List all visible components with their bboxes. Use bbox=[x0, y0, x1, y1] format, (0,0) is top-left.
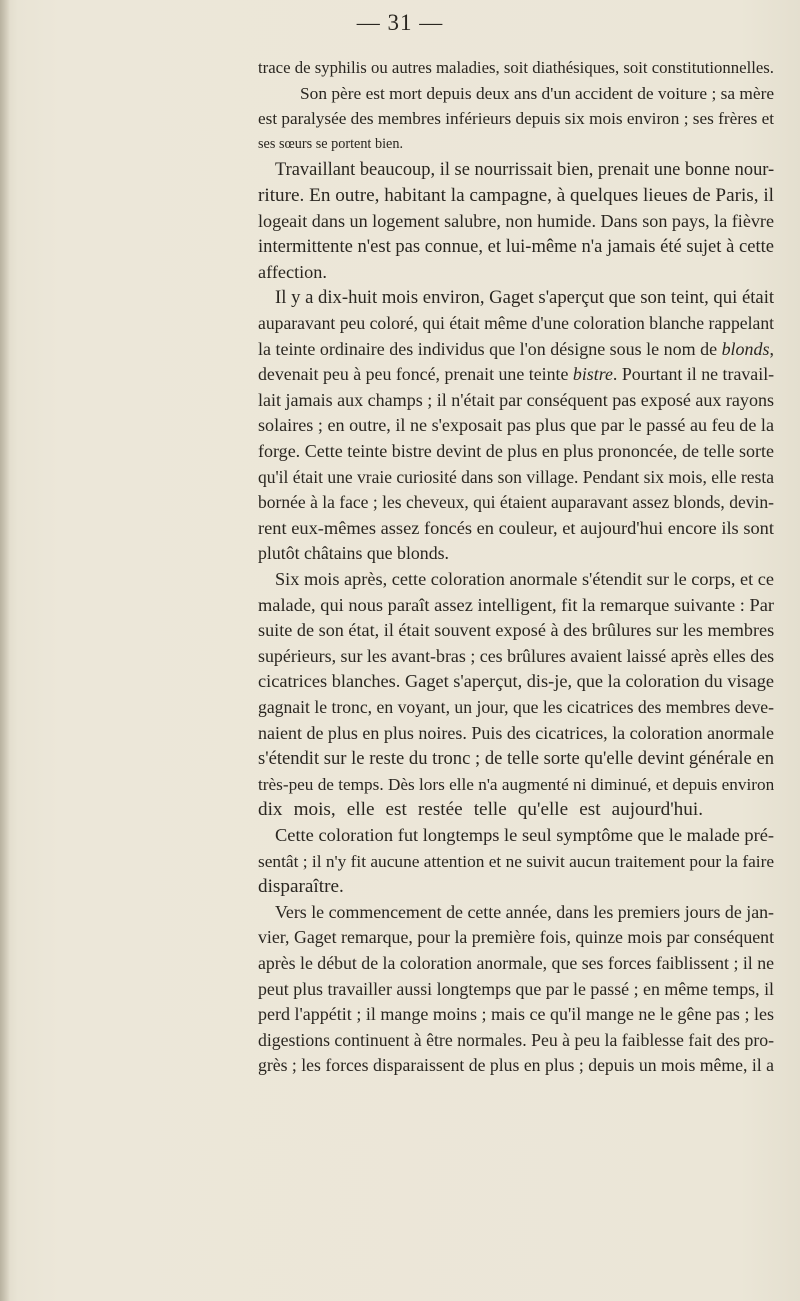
text-line bbox=[275, 823, 774, 848]
text-segment: vier, Gaget remarque, pour la première fois, quinze mois par conséquent bbox=[258, 927, 775, 948]
text-segment: devenait peu à peu foncé, prenait une teinte bbox=[258, 364, 573, 385]
text-line bbox=[258, 925, 774, 950]
text-segment: disparaître. bbox=[258, 876, 344, 898]
text-line bbox=[258, 772, 774, 797]
text-segment: affection. bbox=[258, 261, 327, 282]
text-segment: naient de plus en plus noires. Puis des cicatrices, la coloration anormale bbox=[258, 722, 774, 743]
text-segment: très-peu de temps. Dès lors elle n'a augmenté ni diminué, et depuis environ bbox=[258, 774, 775, 794]
text-line bbox=[258, 669, 774, 694]
text-segment: trace de syphilis ou autres maladies, soit diathésiques, soit constitutionnelles. bbox=[258, 58, 774, 77]
text-segment: dix mois, elle est restée telle qu'elle est aujourd'hui. bbox=[258, 799, 703, 821]
text-line bbox=[258, 490, 774, 515]
text-segment: sentât ; il n'y fit aucune attention et ne suivit aucun traitement pour la faire bbox=[258, 851, 775, 871]
text-segment: digestions continuent à être normales. Peu à peu la faiblesse fait des pro- bbox=[258, 1029, 775, 1050]
text-line bbox=[258, 439, 774, 464]
text-segment: gagnait le tronc, en voyant, un jour, que les cicatrices des membres deve- bbox=[258, 697, 774, 717]
text-segment: perd l'appétit ; il mange moins ; mais ce qu'il mange ne le gêne pas ; les bbox=[258, 1004, 774, 1025]
text-segment: s'étendit sur le reste du tronc ; de telle sorte qu'elle devint générale en bbox=[258, 748, 774, 770]
text-line bbox=[258, 260, 327, 285]
text-line bbox=[258, 465, 774, 490]
text-line bbox=[258, 721, 774, 746]
text-line bbox=[258, 695, 774, 720]
text-segment: après le début de la coloration anormale, que ses forces faiblissent ; il ne bbox=[258, 953, 774, 973]
text-line bbox=[258, 874, 344, 899]
text-segment: Six mois après, cette coloration anormale s'étendit sur le corps, et ce bbox=[275, 569, 774, 589]
text-segment: rent eux-mêmes assez foncés en couleur, et aujourd'hui encore ils sont bbox=[258, 517, 774, 538]
text-segment: riture. En outre, habitant la campagne, à quelques lieues de Paris, il bbox=[258, 185, 774, 206]
page-binding-shadow bbox=[0, 0, 10, 1301]
text-line bbox=[275, 567, 774, 592]
text-segment: auparavant peu coloré, qui était même d'une coloration blanche rappelant bbox=[258, 313, 775, 333]
text-line bbox=[258, 1028, 774, 1053]
text-line bbox=[275, 285, 774, 310]
text-line bbox=[258, 1053, 774, 1078]
text-line bbox=[258, 797, 703, 822]
text-segment: intermittente n'est pas connue, et lui-même n'a jamais été sujet à cette bbox=[258, 236, 774, 258]
text-segment: , bbox=[769, 338, 774, 359]
text-segment: lait jamais aux champs ; il n'était par conséquent pas exposé aux rayons bbox=[258, 389, 774, 410]
text-line bbox=[258, 55, 774, 80]
italic-word: blonds bbox=[721, 338, 770, 359]
text-line bbox=[258, 106, 774, 131]
text-segment: Son père est mort depuis deux ans d'un accident de voiture ; sa mère bbox=[300, 83, 775, 103]
text-segment: plutôt châtains que blonds. bbox=[258, 543, 449, 564]
text-segment: malade, qui nous paraît assez intelligent, fit la remarque suivante : Par bbox=[258, 594, 774, 615]
text-segment: solaires ; en outre, il ne s'exposait pas plus que par le passé au feu de la bbox=[258, 415, 774, 436]
text-line bbox=[275, 900, 774, 925]
text-segment: Travaillant beaucoup, il se nourrissait bien, prenait une bonne nour- bbox=[275, 159, 775, 180]
text-segment: supérieurs, sur les avant-bras ; ces brûlures avaient laissé après elles des bbox=[258, 645, 775, 666]
text-line bbox=[258, 183, 774, 208]
text-line bbox=[275, 157, 774, 182]
text-segment: Vers le commencement de cette année, dans les premiers jours de jan- bbox=[275, 901, 774, 922]
page-number: — 31 — bbox=[356, 10, 444, 35]
text-segment: Il y a dix-huit mois environ, Gaget s'aperçut que son teint, qui était bbox=[275, 287, 775, 309]
text-segment: bornée à la face ; les cheveux, qui étaient auparavant assez blonds, devin- bbox=[258, 492, 774, 513]
text-segment: Cette coloration fut longtemps le seul symptôme que le malade pré- bbox=[275, 825, 774, 845]
text-segment: grès ; les forces disparaissent de plus en plus ; depuis un mois même, il a bbox=[258, 1055, 774, 1076]
text-segment: logeait dans un logement salubre, non humide. Dans son pays, la fièvre bbox=[258, 210, 774, 231]
text-line bbox=[258, 541, 449, 566]
text-line bbox=[258, 746, 774, 771]
text-segment: forge. Cette teinte bistre devint de plus en plus prononcée, de telle sorte bbox=[258, 441, 774, 461]
text-line bbox=[258, 362, 774, 387]
text-line bbox=[258, 849, 774, 874]
text-segment: est paralysée des membres inférieurs depuis six mois environ ; ses frères et bbox=[258, 109, 774, 129]
text-line bbox=[258, 977, 774, 1002]
text-line bbox=[258, 618, 774, 643]
text-line bbox=[258, 593, 774, 618]
text-line bbox=[258, 413, 774, 438]
italic-word: bistre bbox=[572, 364, 613, 385]
text-line bbox=[258, 234, 774, 259]
text-segment: suite de son état, il était souvent exposé à des brûlures sur les membres bbox=[258, 620, 775, 641]
text-line bbox=[258, 951, 774, 976]
text-line bbox=[258, 337, 774, 362]
text-line bbox=[258, 644, 774, 669]
text-segment: qu'il était une vraie curiosité dans son village. Pendant six mois, elle resta bbox=[258, 466, 774, 487]
text-segment: la teinte ordinaire des individus que l'on désigne sous le nom de bbox=[258, 338, 722, 359]
text-line bbox=[258, 516, 774, 541]
text-segment: cicatrices blanches. Gaget s'aperçut, dis-je, que la coloration du visage bbox=[258, 671, 774, 692]
text-line bbox=[258, 311, 774, 336]
text-segment: . Pourtant il ne travail- bbox=[612, 364, 775, 385]
text-line bbox=[258, 132, 403, 157]
text-segment: peut plus travailler aussi longtemps que par le passé ; en même temps, il bbox=[258, 978, 774, 999]
text-line bbox=[258, 1002, 774, 1027]
text-line bbox=[258, 209, 774, 234]
text-line bbox=[300, 81, 774, 106]
text-line bbox=[258, 388, 774, 413]
text-segment: ses sœurs se portent bien. bbox=[258, 135, 403, 152]
